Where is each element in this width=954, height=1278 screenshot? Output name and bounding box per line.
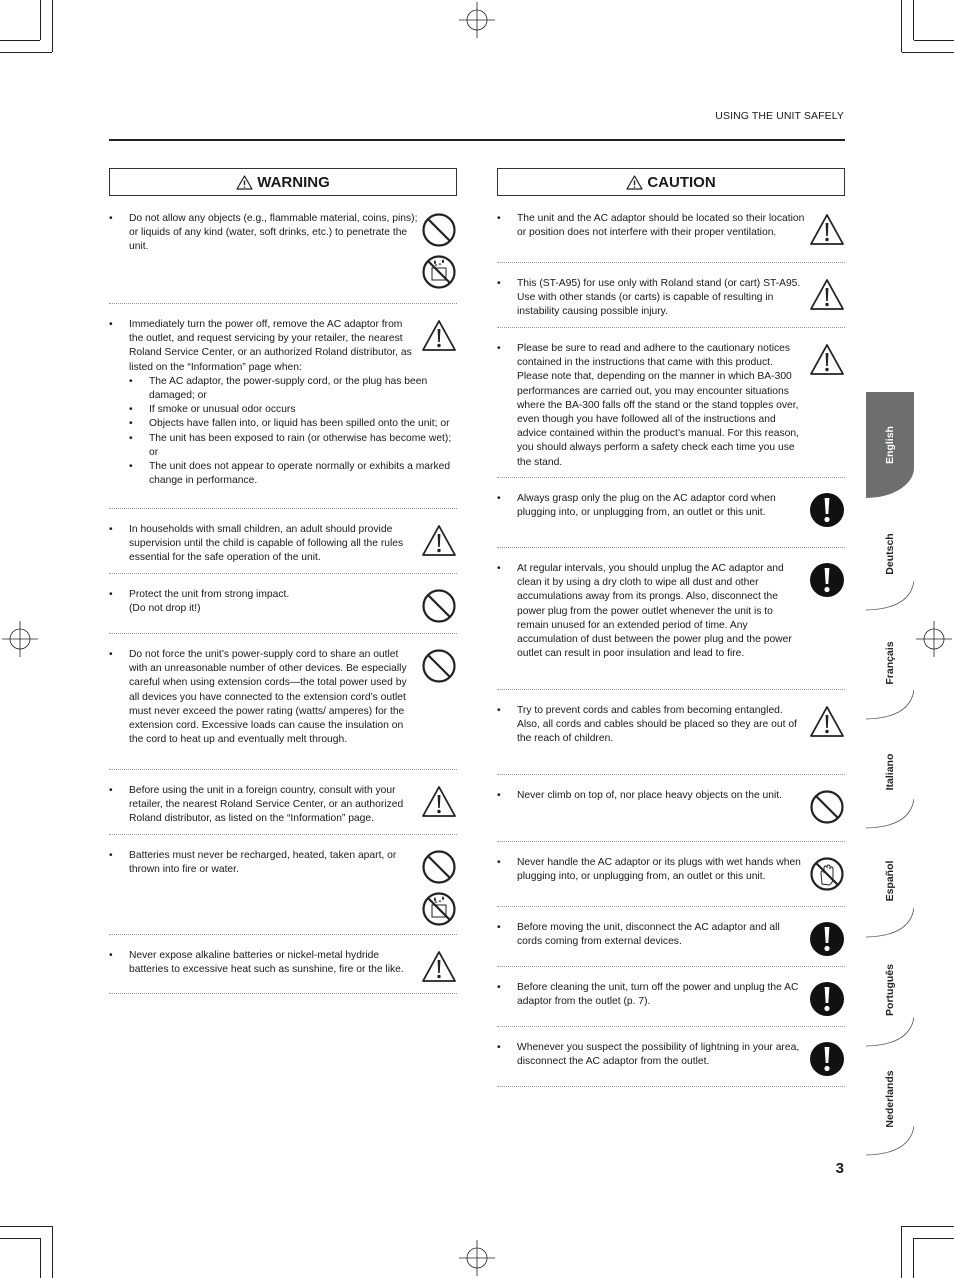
item-text: Whenever you suspect the possibility of lightning in your area, disconnect the AC adaptor from the outlet. bbox=[517, 1042, 800, 1068]
bullet: • bbox=[497, 563, 501, 574]
item-text: Do not allow any objects (e.g., flammable material, coins, pins); or liquids of any kind (water, soft drinks, etc.) to penetrate the unit. bbox=[129, 213, 418, 253]
sub-list-item: • If smoke or unusual odor occurs bbox=[149, 403, 457, 417]
item-text: Before using the unit in a foreign country, consult with your retailer, the nearest Roland Service Center, or an authorized Roland distributor, as listed on the “Information” page. bbox=[129, 785, 404, 825]
list-item bbox=[497, 856, 845, 907]
item-icons bbox=[421, 318, 457, 354]
list-item bbox=[109, 588, 457, 634]
bullet: • bbox=[109, 213, 113, 224]
item-icons bbox=[421, 648, 457, 684]
crop-mark bbox=[0, 1226, 52, 1227]
item-icons bbox=[809, 1041, 845, 1077]
crop-mark bbox=[902, 52, 954, 53]
list-item bbox=[497, 789, 845, 842]
crop-mark bbox=[52, 1226, 53, 1278]
crop-mark bbox=[901, 0, 902, 52]
sub-list-item: • The AC adaptor, the power-supply cord, or the plug has been damaged; or bbox=[149, 375, 457, 403]
list-item bbox=[497, 704, 845, 775]
registration-mark-icon bbox=[2, 621, 38, 657]
tab-divider-curve bbox=[866, 1017, 914, 1047]
prohibited-icon bbox=[421, 849, 457, 885]
tab-label: Français bbox=[884, 641, 896, 685]
crop-mark bbox=[40, 0, 41, 40]
bullet: • bbox=[109, 649, 113, 660]
bullet: • bbox=[109, 589, 113, 600]
prohibited-icon bbox=[809, 789, 845, 825]
registration-mark-icon bbox=[916, 621, 952, 657]
caution-triangle-icon bbox=[626, 175, 643, 190]
list-item bbox=[497, 492, 845, 548]
mandatory-icon bbox=[809, 562, 845, 598]
prohibited-icon bbox=[421, 588, 457, 624]
bullet: • bbox=[497, 1042, 501, 1053]
header-rule bbox=[109, 139, 845, 141]
item-icons bbox=[809, 921, 845, 957]
list-item bbox=[497, 212, 845, 263]
registration-mark-icon bbox=[459, 2, 495, 38]
item-text: Protect the unit from strong impact. bbox=[129, 589, 290, 600]
item-text: Batteries must never be recharged, heated, taken apart, or thrown into fire or water. bbox=[129, 850, 397, 876]
list-item bbox=[497, 921, 845, 967]
item-icons bbox=[809, 277, 845, 313]
warning-header bbox=[109, 168, 457, 196]
bullet: • bbox=[109, 785, 113, 796]
item-text: Never expose alkaline batteries or nickel-metal hydride batteries to excessive heat such as sunshine, fire or the like. bbox=[129, 950, 404, 976]
item-text: Never climb on top of, nor place heavy objects on the unit. bbox=[517, 790, 783, 801]
mandatory-icon bbox=[809, 492, 845, 528]
mandatory-icon bbox=[809, 981, 845, 1017]
list-item bbox=[109, 523, 457, 574]
crop-mark bbox=[914, 1238, 954, 1239]
page-number: 3 bbox=[835, 1160, 844, 1177]
item-icons bbox=[421, 849, 457, 927]
bullet: • bbox=[109, 850, 113, 861]
list-item bbox=[497, 1041, 845, 1087]
item-icons bbox=[809, 342, 845, 378]
item-text: Do not force the unit’s power-supply cord to share an outlet with an unreasonable number of other devices. Be especially careful when using extension cords—the total power used by all devices you have connected to the extension cord’s outlet must never exceed the power rating (watts/ amperes) for the extension cord. Excessive loads can cause the insulation on the cord to heat up and eventually melt through. bbox=[129, 649, 407, 746]
item-icons bbox=[809, 981, 845, 1017]
warning-title: WARNING bbox=[257, 173, 330, 191]
tab-divider-curve bbox=[866, 1126, 914, 1156]
sub-list-item: • The unit does not appear to operate normally or exhibits a marked change in performance. bbox=[149, 460, 457, 488]
crop-mark bbox=[0, 1238, 40, 1239]
tab-label: Deutsch bbox=[884, 533, 896, 575]
crop-mark bbox=[0, 52, 52, 53]
bullet: • bbox=[109, 524, 113, 535]
bullet: • bbox=[109, 319, 113, 330]
item-icons bbox=[809, 562, 845, 598]
registration-mark-icon bbox=[459, 1240, 495, 1276]
item-text: (Do not drop it!) bbox=[129, 603, 201, 615]
warning-column bbox=[109, 168, 457, 1008]
list-item bbox=[497, 562, 845, 690]
crop-mark bbox=[0, 40, 40, 41]
bullet: • bbox=[497, 343, 501, 354]
bullet: • bbox=[497, 790, 501, 801]
item-icons bbox=[809, 212, 845, 248]
item-icons bbox=[809, 856, 845, 892]
no-wet-hands-icon bbox=[809, 856, 845, 892]
list-item bbox=[109, 318, 457, 509]
item-icons bbox=[421, 523, 457, 559]
language-tabs bbox=[866, 392, 914, 1138]
item-icons bbox=[809, 704, 845, 740]
caution-triangle-icon bbox=[421, 784, 457, 820]
tab-english[interactable] bbox=[866, 392, 914, 498]
crop-mark bbox=[901, 1226, 902, 1278]
crop-mark bbox=[52, 0, 53, 52]
list-item bbox=[109, 648, 457, 770]
item-text: Please be sure to read and adhere to the cautionary notices contained in the instructions that came with this product. Please note that, depending on the manner in which BA-300 performances are carried out, you may encounter situations where the BA-300 falls off the stand or the stand topples over, even though you have followed all of the instructions and advice contained within the product’s manual. For this reason, you should always perform a safety check each time you use the stand. bbox=[517, 343, 799, 468]
caution-triangle-icon bbox=[809, 277, 845, 313]
tab-label: Italiano bbox=[884, 753, 896, 791]
crop-mark bbox=[913, 0, 914, 40]
list-item bbox=[497, 981, 845, 1027]
caution-triangle-icon bbox=[421, 318, 457, 354]
crop-mark bbox=[40, 1238, 41, 1278]
list-item bbox=[497, 277, 845, 328]
sub-list-item: • The unit has been exposed to rain (or otherwise has become wet); or bbox=[149, 432, 457, 460]
list-item bbox=[497, 342, 845, 478]
sub-list-item: • Objects have fallen into, or liquid has been spilled onto the unit; or bbox=[149, 417, 457, 431]
item-text: Always grasp only the plug on the AC adaptor cord when plugging into, or unplugging from, an outlet or this unit. bbox=[517, 493, 776, 519]
item-icons bbox=[421, 212, 457, 290]
item-icons bbox=[809, 492, 845, 528]
sub-list bbox=[129, 375, 457, 489]
bullet: • bbox=[497, 493, 501, 504]
item-text: The unit and the AC adaptor should be located so their location or position does not interfere with their proper ventilation. bbox=[517, 213, 805, 239]
item-icons bbox=[421, 949, 457, 985]
item-text: Before cleaning the unit, turn off the power and unplug the AC adaptor from the outlet (p. 7). bbox=[517, 982, 799, 1008]
item-icons bbox=[809, 789, 845, 825]
caution-header bbox=[497, 168, 845, 196]
caution-title: CAUTION bbox=[647, 173, 716, 191]
caution-triangle-icon bbox=[809, 212, 845, 248]
tab-divider-curve bbox=[866, 908, 914, 938]
crop-mark bbox=[914, 40, 954, 41]
item-text: In households with small children, an adult should provide supervision until the child is capable of following all the rules essential for the safe operation of the unit. bbox=[129, 524, 404, 564]
mandatory-icon bbox=[809, 921, 845, 957]
tab-divider-curve bbox=[866, 799, 914, 829]
caution-triangle-icon bbox=[809, 342, 845, 378]
tab-label: English bbox=[884, 426, 896, 464]
bullet: • bbox=[497, 278, 501, 289]
list-item bbox=[109, 212, 457, 304]
item-text: Never handle the AC adaptor or its plugs with wet hands when plugging into, or unplugging from, an outlet or this unit. bbox=[517, 857, 801, 883]
bullet: • bbox=[497, 213, 501, 224]
tab-divider-curve bbox=[866, 690, 914, 720]
tab-label: Nederlands bbox=[884, 1070, 896, 1128]
item-text: Before moving the unit, disconnect the AC adaptor and all cords coming from external devices. bbox=[517, 922, 780, 948]
tab-label: Español bbox=[884, 860, 896, 902]
caution-triangle-icon bbox=[809, 704, 845, 740]
caution-list bbox=[497, 212, 845, 1087]
list-item bbox=[109, 949, 457, 994]
item-text: Try to prevent cords and cables from becoming entangled. Also, all cords and cables should be placed so they are out of the reach of children. bbox=[517, 705, 797, 745]
crop-mark bbox=[913, 1238, 914, 1278]
no-liquid-icon bbox=[421, 891, 457, 927]
list-item bbox=[109, 784, 457, 835]
bullet: • bbox=[497, 857, 501, 868]
bullet: • bbox=[497, 982, 501, 993]
bullet: • bbox=[109, 950, 113, 961]
warning-triangle-icon bbox=[236, 175, 253, 190]
bullet: • bbox=[497, 922, 501, 933]
caution-triangle-icon bbox=[421, 949, 457, 985]
prohibited-icon bbox=[421, 648, 457, 684]
no-liquid-icon bbox=[421, 254, 457, 290]
mandatory-icon bbox=[809, 1041, 845, 1077]
list-item bbox=[109, 849, 457, 935]
section-header: USING THE UNIT SAFELY bbox=[715, 110, 844, 122]
caution-column bbox=[497, 168, 845, 1101]
tab-divider-curve bbox=[866, 581, 914, 611]
item-text: At regular intervals, you should unplug the AC adaptor and clean it by using a dry cloth to wipe all dust and other accumulations away from its prongs. Also, disconnect the power plug from the power outlet whenever the unit is to remain unused for an extended period of time. Any accumulation of dust between the power plug and the power outlet can result in poor insulation and lead to fire. bbox=[517, 563, 792, 660]
bullet: • bbox=[497, 705, 501, 716]
item-text: This (ST-A95) for use only with Roland stand (or cart) ST-A95. Use with other stands (or carts) is capable of resulting in instability causing possible injury. bbox=[517, 278, 801, 318]
item-icons bbox=[421, 588, 457, 624]
prohibited-icon bbox=[421, 212, 457, 248]
tab-label: Português bbox=[884, 964, 896, 1016]
warning-list bbox=[109, 212, 457, 994]
item-icons bbox=[421, 784, 457, 820]
crop-mark bbox=[902, 1226, 954, 1227]
item-text: Immediately turn the power off, remove the AC adaptor from the outlet, and request servicing by your retailer, the nearest Roland Service Center, or an authorized Roland distributor, as listed on the “Information” page when: bbox=[129, 319, 412, 373]
caution-triangle-icon bbox=[421, 523, 457, 559]
